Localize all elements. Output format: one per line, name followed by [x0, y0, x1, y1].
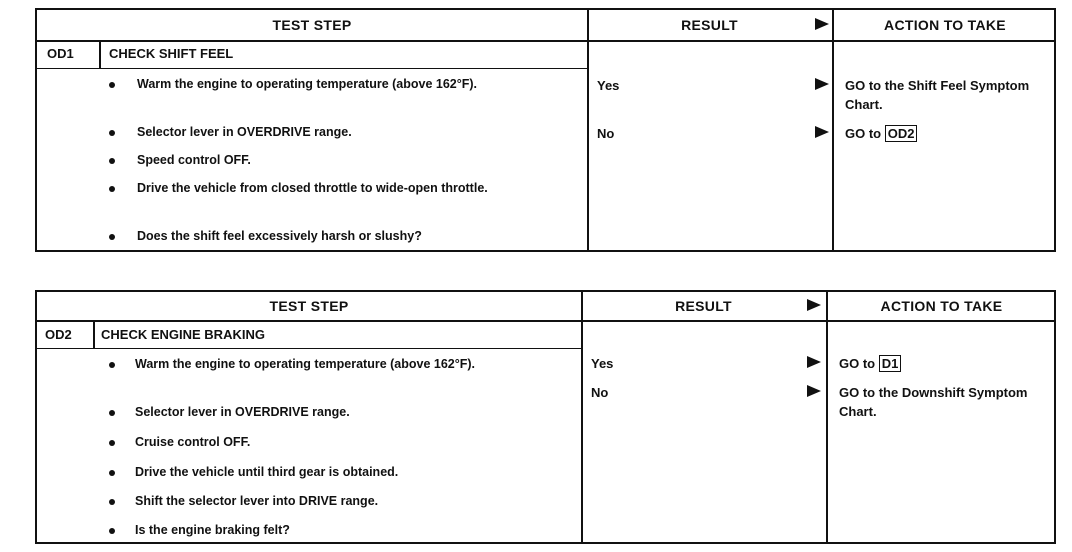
bullet-icon	[109, 410, 115, 416]
header-action: ACTION TO TAKE	[880, 298, 1003, 314]
arrow-icon	[807, 356, 821, 368]
divider	[99, 40, 101, 68]
step-text: Selector lever in OVERDRIVE range.	[137, 125, 352, 139]
step-text: Is the engine braking felt?	[135, 523, 290, 537]
step-title: CHECK ENGINE BRAKING	[101, 327, 265, 342]
table-header	[37, 292, 1054, 322]
header-test-step: TEST STEP	[269, 298, 349, 314]
result-yes: Yes	[591, 356, 614, 371]
action-text: GO to the Downshift Symptom Chart.	[839, 385, 1028, 419]
step-text: Drive the vehicle until third gear is obtained.	[135, 465, 399, 479]
divider	[587, 10, 589, 252]
step-code: OD2	[45, 327, 72, 342]
step-text: Drive the vehicle from closed throttle to wide-open throttle.	[137, 181, 488, 195]
bullet-icon	[109, 82, 115, 88]
test-table-od2	[35, 290, 1056, 544]
action-text	[839, 354, 901, 373]
step-code: OD1	[47, 46, 74, 61]
table-header	[37, 10, 1054, 42]
step-title: CHECK SHIFT FEEL	[109, 46, 234, 61]
header-test-step: TEST STEP	[272, 17, 352, 33]
header-result: RESULT	[675, 298, 732, 314]
bullet-icon	[109, 440, 115, 446]
step-text: Cruise control OFF.	[135, 435, 251, 449]
header-action: ACTION TO TAKE	[884, 17, 1006, 33]
bullet-icon	[109, 528, 115, 534]
arrow-icon	[807, 385, 821, 397]
bullet-icon	[109, 362, 115, 368]
arrow-icon	[815, 78, 829, 90]
step-text: Warm the engine to operating temperature (above 162°F).	[135, 357, 476, 371]
divider	[826, 292, 828, 544]
bullet-icon	[109, 470, 115, 476]
bullet-icon	[109, 499, 115, 505]
action-text: GO to the Shift Feel Symptom Chart.	[845, 78, 1030, 112]
arrow-icon	[807, 299, 821, 311]
arrow-icon	[815, 126, 829, 138]
bullet-icon	[109, 158, 115, 164]
step-text: Selector lever in OVERDRIVE range.	[135, 405, 350, 419]
result-no: No	[597, 126, 615, 141]
result-yes: Yes	[597, 78, 620, 93]
divider	[581, 292, 583, 544]
divider	[832, 10, 834, 252]
step-reference-box[interactable]: OD2	[885, 125, 918, 142]
step-text: Speed control OFF.	[137, 153, 251, 167]
divider	[37, 348, 581, 349]
action-prefix: GO to	[845, 126, 882, 141]
step-reference-box[interactable]: D1	[879, 355, 902, 372]
header-result: RESULT	[681, 17, 738, 33]
divider	[37, 68, 587, 69]
action-prefix: GO to	[839, 356, 876, 371]
test-table-od1	[35, 8, 1056, 252]
bullet-icon	[109, 130, 115, 136]
divider	[93, 320, 95, 348]
step-text: Warm the engine to operating temperature (above 162°F).	[137, 77, 478, 91]
action-text	[845, 124, 917, 143]
step-text: Shift the selector lever into DRIVE range.	[135, 494, 379, 508]
result-no: No	[591, 385, 609, 400]
step-text: Does the shift feel excessively harsh or slushy?	[137, 229, 422, 243]
bullet-icon	[109, 234, 115, 240]
bullet-icon	[109, 186, 115, 192]
arrow-icon	[815, 18, 829, 30]
